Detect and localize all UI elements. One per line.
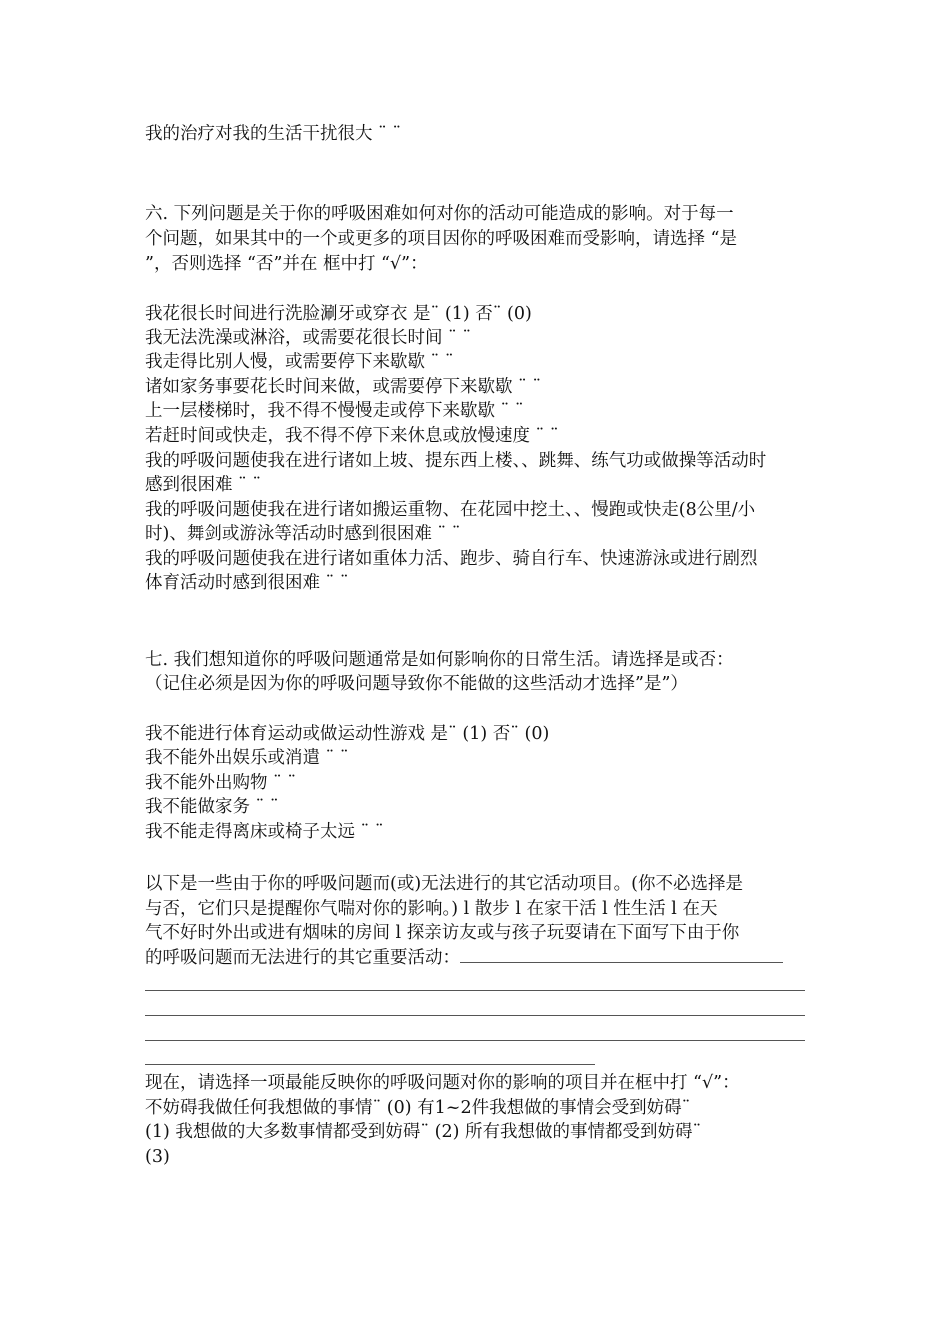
other-activities-line-3: 气不好时外出或进有烟味的房间 l 探亲访友或与孩子玩耍请在下面写下由于你 bbox=[145, 923, 740, 943]
other-activities-line-4 bbox=[145, 946, 783, 971]
section-7-intro-line-1: 七. 我们想知道你的呼吸问题通常是如何影响你的日常生活。请选择是或否： bbox=[145, 650, 734, 670]
section-6-question-8-line-2: 时)、舞剑或游泳等活动时感到很困难 ¨ ¨ bbox=[145, 524, 461, 544]
section-7-question-4: 我不能做家务 ¨ ¨ bbox=[145, 797, 279, 817]
section-6-intro-line-1: 六. 下列问题是关于你的呼吸困难如何对你的活动可能造成的影响。对于每一 bbox=[145, 204, 734, 224]
section-6-question-9-line-2: 体育活动时感到很困难 ¨ ¨ bbox=[145, 573, 349, 593]
section-6-question-3: 我走得比别人慢，或需要停下来歇歇 ¨ ¨ bbox=[145, 352, 454, 372]
section-6-question-7-line-2: 感到很困难 ¨ ¨ bbox=[145, 475, 262, 495]
section-6-question-8-line-1: 我的呼吸问题使我在进行诸如搬运重物、在花园中挖土、、慢跑或快走(8公里/小 bbox=[145, 500, 756, 520]
section-7-question-2: 我不能外出娱乐或消遣 ¨ ¨ bbox=[145, 748, 349, 768]
section-7-question-3: 我不能外出购物 ¨ ¨ bbox=[145, 773, 297, 793]
other-activities-prompt: 的呼吸问题而无法进行的其它重要活动： bbox=[145, 948, 460, 968]
other-activities-line-2: 与否，它们只是提醒你气喘对你的影响。) l 散步 l 在家干活 l 性生活 l 在天 bbox=[145, 899, 718, 919]
final-question-line-4: (3) bbox=[145, 1147, 170, 1167]
answer-blank-line-2[interactable] bbox=[145, 1015, 805, 1016]
section-6-intro-line-3: ”，否则选择 “否”并在 框中打 “√”： bbox=[145, 254, 428, 274]
treatment-interference-item: 我的治疗对我的生活干扰很大 ¨ ¨ bbox=[145, 124, 402, 144]
section-6-question-9-line-1: 我的呼吸问题使我在进行诸如重体力活、跑步、骑自行车、快速游泳或进行剧烈 bbox=[145, 549, 758, 569]
section-6-question-6: 若赶时间或快走，我不得不停下来休息或放慢速度 ¨ ¨ bbox=[145, 426, 559, 446]
final-question-line-3: (1) 我想做的大多数事情都受到妨碍¨ (2) 所有我想做的事情都受到妨碍¨ bbox=[145, 1122, 702, 1142]
section-6-question-5: 上一层楼梯时，我不得不慢慢走或停下来歇歇 ¨ ¨ bbox=[145, 401, 524, 421]
final-question-line-1: 现在，请选择一项最能反映你的呼吸问题对你的影响的项目并在框中打 “√”： bbox=[145, 1073, 740, 1093]
section-7-intro-line-2: （记住必须是因为你的呼吸问题导致你不能做的这些活动才选择”是”） bbox=[145, 674, 688, 694]
answer-blank-inline[interactable] bbox=[460, 948, 783, 963]
section-6-question-2: 我无法洗澡或淋浴，或需要花很长时间 ¨ ¨ bbox=[145, 328, 472, 348]
answer-blank-line-3[interactable] bbox=[145, 1040, 805, 1041]
other-activities-line-1: 以下是一些由于你的呼吸问题而(或)无法进行的其它活动项目。(你不必选择是 bbox=[145, 874, 743, 894]
section-6-intro-line-2: 个问题，如果其中的一个或更多的项目因你的呼吸困难而受影响，请选择 “是 bbox=[145, 229, 738, 249]
answer-blank-line-4[interactable] bbox=[145, 1064, 595, 1065]
section-6-question-4: 诸如家务事要花长时间来做，或需要停下来歇歇 ¨ ¨ bbox=[145, 377, 542, 397]
section-6-question-1: 我花很长时间进行洗脸涮牙或穿衣 是¨ (1) 否¨ (0) bbox=[145, 304, 532, 324]
section-6-question-7-line-1: 我的呼吸问题使我在进行诸如上坡、提东西上楼、、跳舞、练气功或做操等活动时 bbox=[145, 451, 767, 471]
section-7-question-1: 我不能进行体育运动或做运动性游戏 是¨ (1) 否¨ (0) bbox=[145, 724, 550, 744]
answer-blank-line-1[interactable] bbox=[145, 990, 805, 991]
section-7-question-5: 我不能走得离床或椅子太远 ¨ ¨ bbox=[145, 822, 384, 842]
final-question-line-2: 不妨碍我做任何我想做的事情¨ (0) 有1~2件我想做的事情会受到妨碍¨ bbox=[145, 1098, 691, 1118]
